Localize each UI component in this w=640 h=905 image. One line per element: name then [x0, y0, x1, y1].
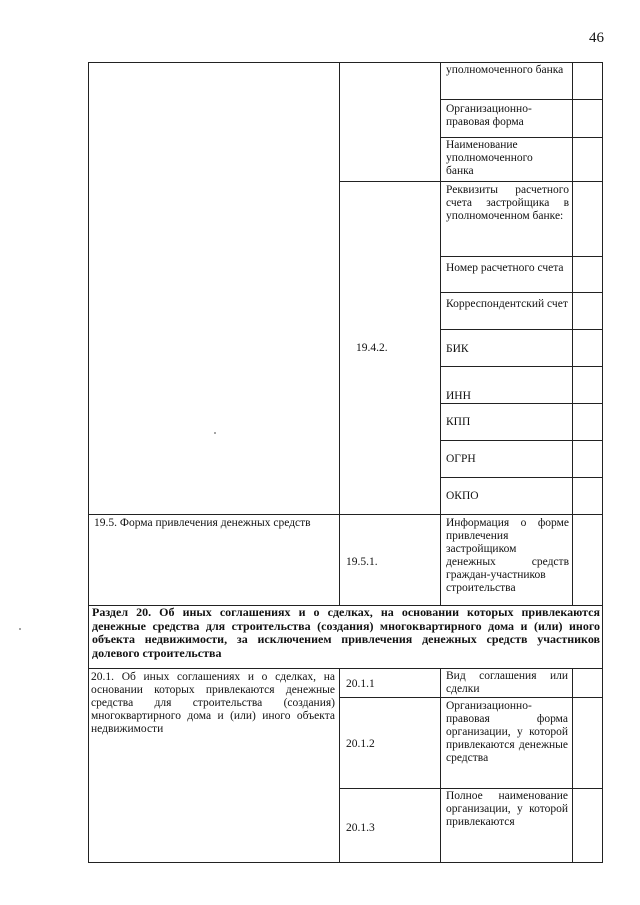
- cell-label: Информация о форме привлечения застройщиком денежных средств граждан-участников строительства: [446, 517, 569, 594]
- row-title: 20.1. Об иных соглашениях и о сделках, на основании которых привлекаются денежные средства для строительства (создания) многоквартирного дома и (или) иного объекта недвижимости: [91, 671, 335, 735]
- row-divider: [440, 366, 602, 367]
- row-divider: [440, 292, 602, 293]
- column-divider: [440, 669, 441, 863]
- cell-label: Реквизиты расчетного счета застройщика в уполномоченном банке:: [446, 184, 569, 222]
- row-divider: [440, 99, 602, 100]
- cell-label: Корреспондентский счет: [446, 298, 568, 310]
- cell-code: 20.1.2: [346, 738, 375, 750]
- cell-label: Номер расчетного счета: [446, 262, 564, 274]
- section-border: [88, 668, 603, 669]
- row-divider: [339, 697, 602, 698]
- column-divider: [339, 669, 340, 863]
- row-divider: [339, 788, 602, 789]
- cell-label: Организационно-правовая форма организации, у которой привлекаются денежные средства: [446, 700, 568, 764]
- cell-label: уполномоченного банка: [446, 64, 564, 76]
- cell-label: Наименование уполномоченного банка: [446, 139, 533, 177]
- cell-label: Вид соглашения или сделки: [446, 670, 568, 695]
- cell-label: Полное наименование организации, у которой привлекаются: [446, 790, 568, 828]
- cell-code: 20.1.3: [346, 822, 375, 834]
- row-divider: [440, 329, 602, 330]
- cell-label: БИК: [446, 343, 469, 355]
- section-border: [88, 605, 89, 669]
- cell-code: 19.5.1.: [346, 556, 378, 568]
- table-border-left: [88, 669, 89, 863]
- table-border-left: [88, 62, 89, 606]
- cell-code: 20.1.1: [346, 678, 375, 690]
- row-divider: [440, 403, 602, 404]
- cell-label: Организационно-правовая форма: [446, 103, 532, 128]
- row-divider: [339, 181, 602, 182]
- scan-speck: [19, 628, 21, 630]
- table-border-bottom: [88, 862, 603, 863]
- section-border: [602, 605, 603, 669]
- cell-label: ОКПО: [446, 490, 479, 502]
- cell-label: ОГРН: [446, 453, 476, 465]
- row-divider: [440, 137, 602, 138]
- column-divider: [572, 62, 573, 606]
- column-divider: [572, 669, 573, 863]
- row-title: 19.5. Форма привлечения денежных средств: [94, 517, 311, 529]
- row-divider: [440, 256, 602, 257]
- table-border-top: [88, 62, 603, 63]
- cell-label: КПП: [446, 416, 471, 428]
- row-divider: [440, 477, 602, 478]
- row-divider: [440, 440, 602, 441]
- cell-label: ИНН: [446, 390, 471, 402]
- cell-code: 19.4.2.: [356, 342, 388, 354]
- column-divider: [339, 62, 340, 606]
- column-divider: [440, 62, 441, 606]
- page-number: 46: [589, 30, 604, 46]
- section-heading: Раздел 20. Об иных соглашениях и о сделках, на основании которых привлекаются денежные средства для строительства (создания) многоквартирного дома и (или) иного объекта недвижимости, за исключением привлечения денежных средств участников долевого строительства: [92, 605, 600, 660]
- row-divider: [88, 514, 603, 515]
- table-border-right: [602, 62, 603, 863]
- scan-speck: [214, 432, 216, 434]
